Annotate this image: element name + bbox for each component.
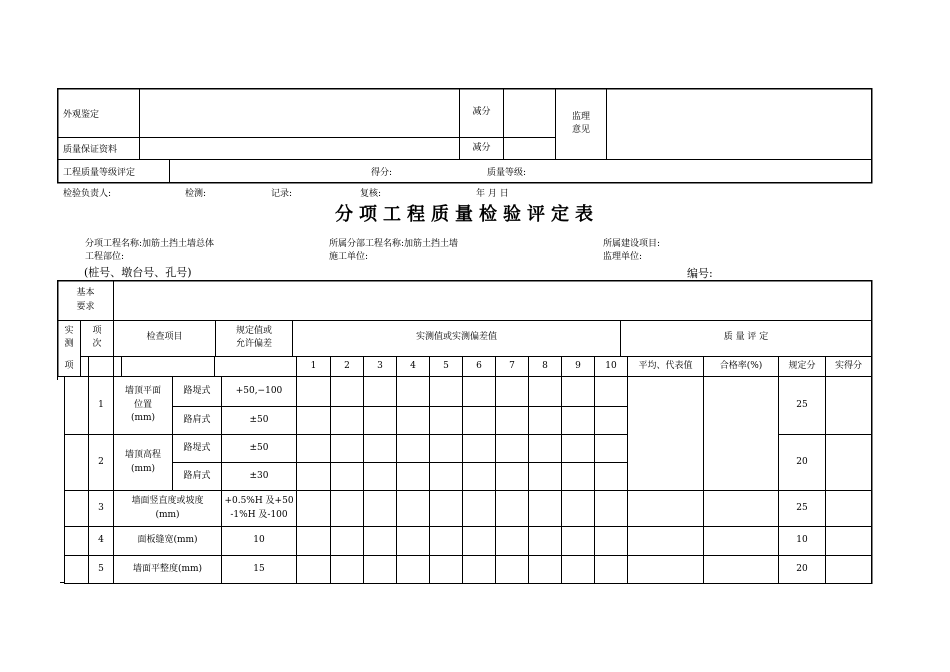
measured-items-label: [58, 320, 80, 356]
check-item-header: 检查项目: [146, 332, 183, 343]
supervisor-opinion-line2: 意见: [571, 125, 590, 135]
row2-item-line1: 墙顶高程: [124, 450, 161, 460]
measured-line1: 实: [64, 325, 74, 336]
pass-rate-header: 合格率(%): [719, 360, 763, 371]
page-title: 分项工程质量检验评定表: [335, 204, 599, 225]
meta-pile-label: (桩号、墩台号、孔号): [84, 266, 192, 279]
row3-item-line1: 墙面竖直度或坡度: [131, 496, 204, 506]
row4-no: 4: [98, 535, 104, 546]
row1-sub1: 路堤式: [183, 385, 211, 396]
row5-no: 5: [98, 563, 104, 574]
col-header-9: 9: [575, 360, 581, 371]
row3-no: 3: [98, 502, 104, 513]
basic-req-line1: 基本: [76, 288, 95, 298]
score-label: 得分:: [371, 167, 393, 178]
spec-score-header: 规定分: [788, 360, 816, 371]
row3-item-line2: (mm): [155, 509, 180, 520]
row5-spec: 15: [253, 563, 265, 574]
row2-sub2: 路肩式: [183, 470, 211, 481]
row2-score: 20: [796, 456, 808, 467]
row2-item: [114, 435, 172, 490]
row2-sub1: 路堤式: [183, 442, 211, 453]
deduct-label-1: 减分: [472, 107, 491, 118]
meta-construction-project: 所属建设项目:: [603, 239, 661, 249]
basic-requirements-label: [58, 281, 113, 320]
col-header-6: 6: [476, 360, 482, 371]
seq-line1: 项: [92, 325, 102, 336]
row4-item: 面板缝宽(mm): [137, 535, 198, 546]
col-header-8: 8: [542, 360, 548, 371]
measured-values-header: 实测值或实测偏差值: [415, 332, 497, 343]
actual-score-header: 实得分: [834, 360, 862, 371]
row4-spec: 10: [253, 535, 265, 546]
col-header-3: 3: [377, 360, 383, 371]
spec-line1: 规定值或: [235, 325, 272, 336]
signature-record: 记录:: [271, 189, 293, 199]
row2-item-line2: (mm): [130, 463, 156, 474]
row1-spec1: +50,−100: [235, 385, 283, 396]
row1-item-line2: 位置: [133, 399, 152, 410]
col-header-5: 5: [443, 360, 449, 371]
supervisor-opinion-line1: 监理: [571, 111, 590, 122]
grade-eval-label: 工程质量等级评定: [63, 167, 136, 178]
col-header-1: 1: [310, 360, 317, 371]
row1-score: 25: [796, 399, 808, 410]
row1-item-line1: 墙顶平面: [124, 386, 161, 397]
row3-spec-line1: +0.5%H 及+50: [224, 496, 294, 506]
col-header-10: 10: [605, 360, 617, 371]
row5-item: 墙面平整度(mm): [132, 563, 203, 574]
meta-sub-project: 分项工程名称:加筋土挡土墙总体: [85, 239, 215, 249]
quality-grade-label: 质量等级:: [487, 167, 527, 178]
meta-location: 工程部位:: [85, 252, 125, 262]
avg-header: 平均、代表值: [638, 360, 693, 371]
row1-item-line3: (mm): [130, 413, 156, 424]
col-header-2: 2: [344, 360, 350, 371]
spec-line2: 允许偏差: [235, 339, 272, 349]
row3-spec: [222, 491, 296, 526]
quality-docs-label: 质量保证资料: [63, 145, 118, 155]
row1-no: 1: [98, 399, 104, 410]
row2-spec2: ±30: [249, 470, 269, 481]
row1-spec2: ±50: [249, 414, 269, 425]
signature-review: 复核:: [360, 189, 382, 199]
appearance-label: 外观鉴定: [63, 109, 100, 120]
row1-sub2: 路肩式: [183, 414, 211, 425]
row3-spec-line2: -1%H 及-100: [230, 509, 288, 520]
seq-line2: 次: [92, 339, 102, 349]
signature-check: 检测:: [185, 189, 207, 199]
row3-score: 25: [796, 502, 808, 513]
row5-score: 20: [796, 563, 808, 574]
signature-date: 年 月 日: [476, 189, 509, 199]
meta-contractor: 施工单位:: [329, 252, 369, 262]
row2-spec1: ±50: [249, 442, 269, 453]
basic-req-line2: 要求: [76, 301, 95, 312]
row4-score: 10: [796, 535, 808, 546]
row1-item: [114, 377, 172, 434]
row2-no: 2: [98, 456, 104, 467]
spec-header: [216, 320, 292, 356]
row3-item: [114, 491, 221, 526]
measured-line3: 项: [64, 360, 74, 371]
deduct-label-2: 减分: [472, 142, 491, 153]
signature-inspector: 检验负责人:: [63, 189, 112, 199]
meta-parent-project: 所属分部工程名称:加筋土挡土墙: [329, 239, 459, 249]
meta-number-label: 编号:: [687, 267, 713, 280]
col-header-7: 7: [509, 360, 515, 371]
measured-line2: 测: [64, 339, 74, 349]
seq-label: [81, 320, 113, 356]
meta-supervisor: 监理单位:: [603, 252, 643, 262]
col-header-4: 4: [410, 360, 416, 371]
quality-eval-header: 质 量 评 定: [723, 332, 769, 343]
supervisor-opinion-label: [556, 89, 606, 159]
